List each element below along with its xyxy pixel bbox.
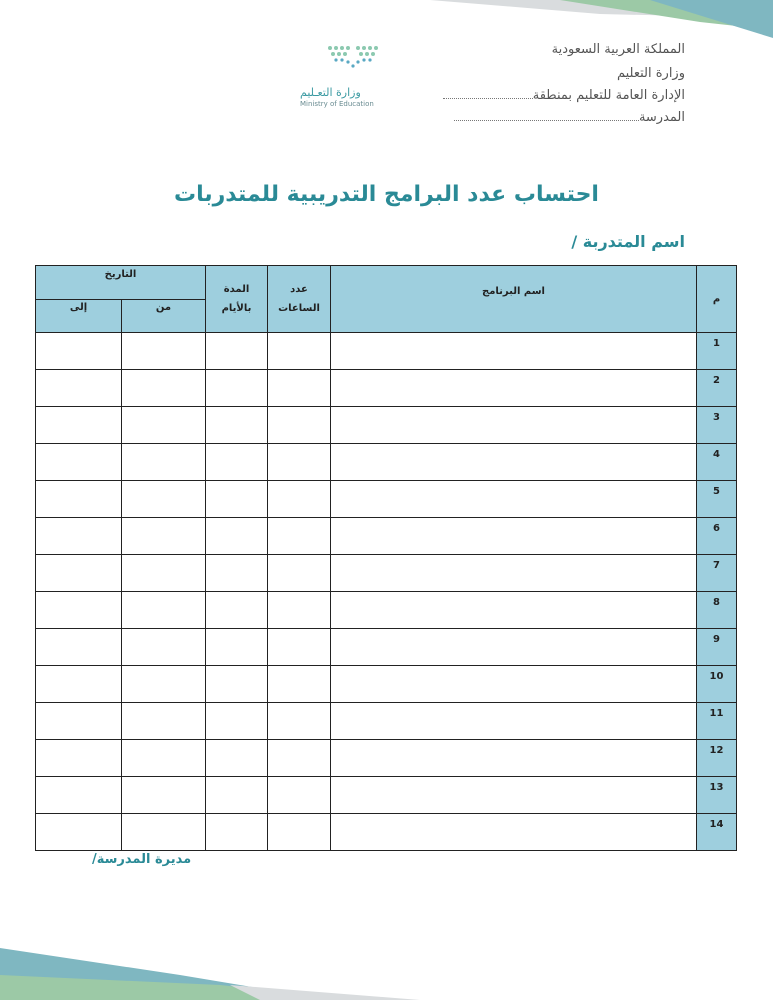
to-cell[interactable]	[36, 555, 122, 592]
duration-header	[206, 266, 268, 333]
to-header: إلى	[36, 300, 122, 333]
hours-cell[interactable]	[268, 370, 331, 407]
program-cell[interactable]	[331, 703, 697, 740]
duration-cell[interactable]	[206, 370, 268, 407]
table-row	[36, 814, 737, 851]
admin-line	[443, 88, 685, 103]
row-number: 4	[697, 444, 737, 481]
to-cell[interactable]	[36, 814, 122, 851]
to-cell[interactable]	[36, 592, 122, 629]
duration-cell[interactable]	[206, 592, 268, 629]
program-cell[interactable]	[331, 407, 697, 444]
table-row	[36, 777, 737, 814]
row-number: 5	[697, 481, 737, 518]
row-number: 10	[697, 666, 737, 703]
program-cell[interactable]	[331, 592, 697, 629]
hours-cell[interactable]	[268, 629, 331, 666]
table-row	[36, 370, 737, 407]
row-number: 1	[697, 333, 737, 370]
duration-cell[interactable]	[206, 814, 268, 851]
row-number: 14	[697, 814, 737, 851]
duration-header-line2: بالأيام	[221, 303, 252, 314]
table-row	[36, 518, 737, 555]
page-title: احتساب عدد البرامج التدريبية للمتدربات	[174, 182, 599, 207]
row-number: 7	[697, 555, 737, 592]
duration-cell[interactable]	[206, 740, 268, 777]
to-cell[interactable]	[36, 444, 122, 481]
program-cell[interactable]	[331, 629, 697, 666]
hours-header-line1: عدد	[290, 284, 308, 295]
hours-cell[interactable]	[268, 777, 331, 814]
program-cell[interactable]	[331, 666, 697, 703]
to-cell[interactable]	[36, 777, 122, 814]
row-number: 11	[697, 703, 737, 740]
from-cell[interactable]	[122, 629, 206, 666]
program-cell[interactable]	[331, 333, 697, 370]
from-cell[interactable]	[122, 370, 206, 407]
row-number: 6	[697, 518, 737, 555]
table-row	[36, 481, 737, 518]
number-header: م	[697, 266, 737, 333]
school-label: المدرسة	[638, 110, 685, 125]
from-cell[interactable]	[122, 481, 206, 518]
from-cell[interactable]	[122, 703, 206, 740]
hours-cell[interactable]	[268, 518, 331, 555]
to-cell[interactable]	[36, 370, 122, 407]
duration-cell[interactable]	[206, 481, 268, 518]
hours-cell[interactable]	[268, 703, 331, 740]
table-row	[36, 740, 737, 777]
row-number: 13	[697, 777, 737, 814]
hours-cell[interactable]	[268, 444, 331, 481]
from-cell[interactable]	[122, 666, 206, 703]
program-cell[interactable]	[331, 814, 697, 851]
duration-cell[interactable]	[206, 555, 268, 592]
date-header: التاريخ	[36, 266, 206, 300]
duration-header-line1: المدة	[223, 284, 250, 295]
to-cell[interactable]	[36, 481, 122, 518]
school-blank	[454, 120, 639, 121]
from-cell[interactable]	[122, 592, 206, 629]
trainee-name-label: اسم المتدربة /	[571, 232, 685, 251]
hours-cell[interactable]	[268, 592, 331, 629]
hours-cell[interactable]	[268, 481, 331, 518]
from-cell[interactable]	[122, 814, 206, 851]
from-cell[interactable]	[122, 555, 206, 592]
duration-cell[interactable]	[206, 666, 268, 703]
duration-cell[interactable]	[206, 407, 268, 444]
table-row	[36, 629, 737, 666]
from-cell[interactable]	[122, 777, 206, 814]
hours-header-line2: الساعات	[278, 303, 320, 314]
from-cell[interactable]	[122, 333, 206, 370]
from-header: من	[122, 300, 206, 333]
row-number: 8	[697, 592, 737, 629]
to-cell[interactable]	[36, 333, 122, 370]
program-header: اسم البرنامج	[331, 266, 697, 333]
row-number: 2	[697, 370, 737, 407]
duration-cell[interactable]	[206, 777, 268, 814]
principal-signature-label: مديرة المدرسة/	[92, 852, 192, 867]
from-cell[interactable]	[122, 407, 206, 444]
program-cell[interactable]	[331, 370, 697, 407]
kingdom-label: المملكة العربية السعودية	[551, 42, 685, 57]
program-cell[interactable]	[331, 518, 697, 555]
program-cell[interactable]	[331, 481, 697, 518]
programs-table	[35, 265, 737, 851]
admin-label: الإدارة العامة للتعليم بمنطقة	[532, 88, 685, 103]
row-number: 9	[697, 629, 737, 666]
header-row-1	[36, 266, 737, 300]
hours-cell[interactable]	[268, 740, 331, 777]
table-row	[36, 444, 737, 481]
from-cell[interactable]	[122, 518, 206, 555]
ministry-label: وزارة التعليم	[616, 66, 685, 81]
table-row	[36, 666, 737, 703]
table-row	[36, 407, 737, 444]
from-cell[interactable]	[122, 444, 206, 481]
to-cell[interactable]	[36, 740, 122, 777]
hours-header	[268, 266, 331, 333]
table-row	[36, 555, 737, 592]
from-cell[interactable]	[122, 740, 206, 777]
hours-cell[interactable]	[268, 814, 331, 851]
hours-cell[interactable]	[268, 333, 331, 370]
duration-cell[interactable]	[206, 629, 268, 666]
hours-cell[interactable]	[268, 555, 331, 592]
table-row	[36, 333, 737, 370]
program-cell[interactable]	[331, 555, 697, 592]
school-line	[454, 110, 685, 125]
duration-cell[interactable]	[206, 333, 268, 370]
table-row	[36, 592, 737, 629]
duration-cell[interactable]	[206, 444, 268, 481]
table-row	[36, 703, 737, 740]
to-cell[interactable]	[36, 629, 122, 666]
program-cell[interactable]	[331, 740, 697, 777]
hours-cell[interactable]	[268, 407, 331, 444]
duration-cell[interactable]	[206, 518, 268, 555]
duration-cell[interactable]	[206, 703, 268, 740]
logo-english-text: Ministry of Education	[300, 100, 374, 108]
program-cell[interactable]	[331, 777, 697, 814]
program-cell[interactable]	[331, 444, 697, 481]
row-number: 12	[697, 740, 737, 777]
hours-cell[interactable]	[268, 666, 331, 703]
to-cell[interactable]	[36, 666, 122, 703]
to-cell[interactable]	[36, 518, 122, 555]
to-cell[interactable]	[36, 703, 122, 740]
logo-arabic-text: وزارة التعـليم	[300, 86, 361, 99]
row-number: 3	[697, 407, 737, 444]
to-cell[interactable]	[36, 407, 122, 444]
admin-blank	[443, 98, 533, 99]
